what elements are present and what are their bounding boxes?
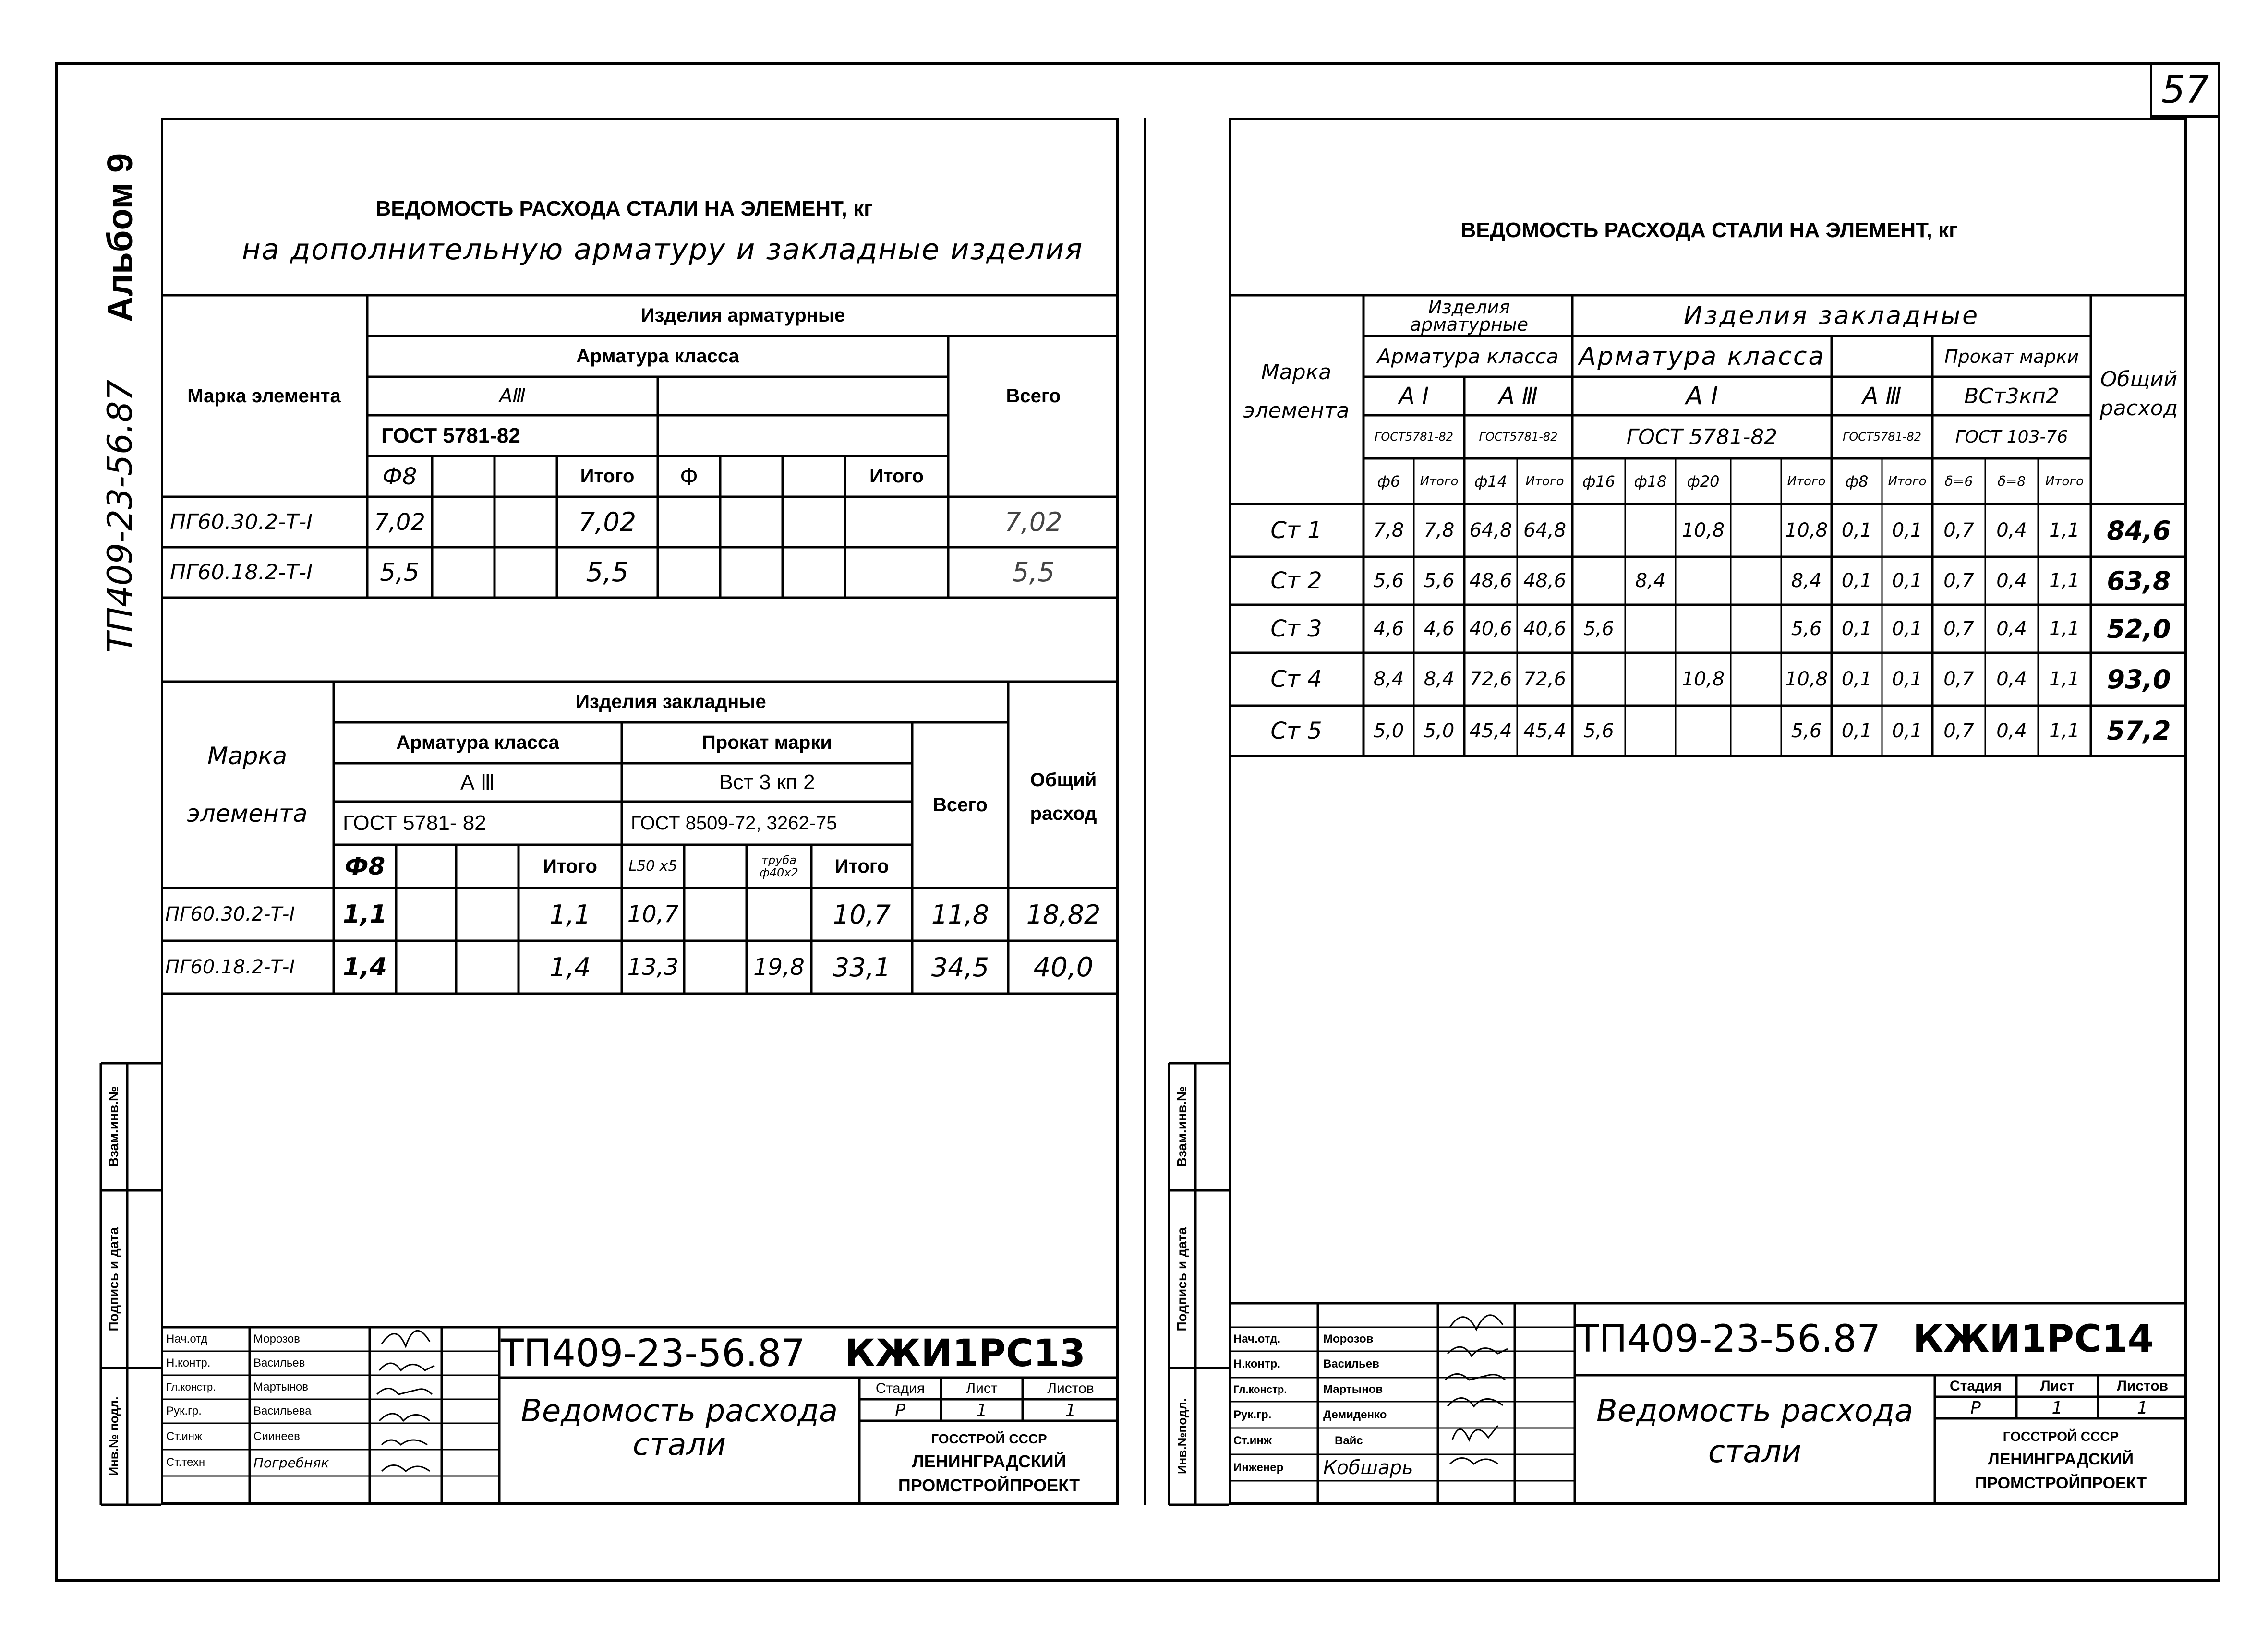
rt-row-cell: 5,0 (1424, 720, 1455, 742)
left-stamp-name-3: Мартынов (253, 1380, 309, 1393)
rt-row-cell: 5,6 (1791, 618, 1822, 640)
t2-row2-itogo2: 33,1 (832, 952, 891, 983)
right-stamp-role-4: Рук.гр. (1233, 1408, 1272, 1421)
rt-header-class1: Арматура класса (1377, 345, 1559, 368)
rt-row-cell: 64,8 (1523, 519, 1567, 541)
rt-row-cell: 5,6 (1583, 618, 1614, 640)
t2-row1-mark: ПГ60.30.2-Т-I (165, 903, 295, 925)
t1-row2-total: 5,5 (1012, 557, 1055, 588)
rt-class-ai2: А I (1686, 382, 1718, 410)
rt-col-4: Итого (1525, 474, 1564, 489)
right-stamp-role-1: Нач.отд. (1233, 1332, 1281, 1345)
t2-col-phi8: Ф8 (344, 852, 386, 880)
rt-col-7: ф20 (1687, 472, 1720, 491)
rt-row-cell: 10,8 (1785, 519, 1828, 541)
rt-row-mark: Ст 4 (1270, 666, 1322, 693)
rt-col-6: ф18 (1634, 472, 1667, 491)
left-stamp-role-1: Нач.отд (166, 1332, 208, 1345)
doc-code-vertical: ТП409-23-56.87 (100, 380, 140, 653)
rt-row-cell: 0,7 (1943, 570, 1974, 592)
rt-row-cell: 10,8 (1681, 519, 1725, 541)
left-stamp-name-4: Васильева (253, 1404, 312, 1417)
t2-row1-general: 18,82 (1026, 899, 1101, 930)
t1-col-itogo2: Итого (869, 466, 924, 487)
rt-row-cell: 5,6 (1791, 720, 1822, 742)
rt-row-cell: 5,6 (1583, 720, 1614, 742)
t2-header-general-2: расход (1030, 803, 1097, 824)
left-stamp-name-6: Погребняк (253, 1454, 329, 1471)
rt-col-9: Итого (1787, 474, 1826, 489)
right-stamp-sheet-code: КЖИ1РС14 (1913, 1318, 2154, 1361)
t1-row1-itogo: 7,02 (578, 507, 637, 537)
left-stamp-org-3: ПРОМСТРОЙПРОЕКТ (898, 1476, 1080, 1495)
t2-gost2: ГОСТ 8509-72, 3262-75 (631, 812, 837, 834)
rt-row-cell: 0,1 (1841, 720, 1872, 742)
rt-row-cell: 0,1 (1892, 618, 1923, 640)
left-side-label-2: Подпись и дата (106, 1227, 121, 1332)
right-stamp-sheets-label: Листов (2116, 1378, 2169, 1394)
right-stamp-name-2: Васильев (1323, 1357, 1379, 1370)
rt-row-cell: 5,6 (1373, 570, 1404, 592)
t1-row1-phi8: 7,02 (374, 508, 425, 536)
right-stamp-role-3: Гл.констр. (1233, 1383, 1287, 1395)
rt-row-general: 57,2 (2107, 716, 2171, 746)
rt-row-mark: Ст 1 (1270, 517, 1322, 544)
t1-row1-mark: ПГ60.30.2-Т-I (170, 510, 313, 534)
rt-row-cell: 7,8 (1424, 519, 1455, 541)
t2-row2-l50: 13,3 (627, 954, 679, 981)
rt-col-3: ф14 (1474, 472, 1508, 491)
t1-row1-total: 7,02 (1004, 507, 1062, 537)
left-stamp-code: ТП409-23-56.87 (500, 1332, 806, 1375)
rt-row-cell: 0,7 (1943, 618, 1974, 640)
rt-header-general-2: расход (2099, 396, 2178, 420)
rt-row-general: 52,0 (2107, 613, 2171, 644)
rt-gost-d: ГОСТ5781-82 (1843, 430, 1921, 444)
rt-row-cell: 0,4 (1996, 570, 2027, 592)
rt-steel: ВСт3кп2 (1964, 384, 2059, 408)
right-stamp-role-2: Н.контр. (1233, 1357, 1280, 1370)
rt-gost-a: ГОСТ5781-82 (1375, 430, 1453, 444)
t2-col-pipe: труба ф40х2 (760, 853, 798, 879)
t2-row1-total: 11,8 (931, 899, 989, 930)
rt-row-cell: 0,1 (1841, 519, 1872, 541)
rt-row-cell: 0,4 (1996, 519, 2027, 541)
left-stamp-sheet-code: КЖИ1РС13 (844, 1332, 1086, 1375)
rt-class-ai: А I (1399, 383, 1429, 409)
rt-row-general: 63,8 (2107, 565, 2171, 596)
t2-row2-pipe: 19,8 (753, 954, 805, 981)
t1-row2-mark: ПГ60.18.2-Т-I (170, 560, 313, 585)
left-stamp-name-5: Сиинеев (253, 1430, 300, 1443)
right-title: ВЕДОМОСТЬ РАСХОДА СТАЛИ НА ЭЛЕМЕНТ, кг (1460, 218, 1958, 242)
rt-row-cell: 40,6 (1523, 618, 1567, 640)
rt-col-10: ф8 (1845, 472, 1869, 491)
right-stamp-sheet-label: Лист (2040, 1378, 2075, 1394)
left-title: ВЕДОМОСТЬ РАСХОДА СТАЛИ НА ЭЛЕМЕНТ, кг (375, 197, 873, 220)
right-stamp-sheet: 1 (2051, 1398, 2063, 1418)
t2-header-mark-1: Марка (207, 742, 288, 770)
rt-row-cell: 0,1 (1892, 720, 1923, 742)
right-stamp-role-5: Ст.инж (1233, 1434, 1272, 1447)
t2-class-aiii: А Ⅲ (460, 770, 495, 794)
rt-row-cell: 10,8 (1681, 668, 1725, 690)
rt-row-cell: 10,8 (1785, 668, 1828, 690)
rt-col-11: Итого (1888, 474, 1927, 489)
rt-row-cell: 0,1 (1841, 570, 1872, 592)
t1-row2-phi8: 5,5 (380, 558, 420, 587)
left-stamp-org-2: ЛЕНИНГРАДСКИЙ (912, 1452, 1066, 1471)
rt-row-cell: 0,7 (1943, 720, 1974, 742)
rt-row-cell: 4,6 (1424, 618, 1455, 640)
rt-row-cell: 48,6 (1469, 570, 1512, 592)
rt-row-cell: 0,1 (1892, 519, 1923, 541)
left-stamp-sheet: 1 (976, 1400, 988, 1420)
rt-row-cell: 1,1 (2049, 519, 2080, 541)
left-subtitle: на дополнительную арматуру и закладные изделия (241, 233, 1084, 266)
rt-header-embedded: Изделия закладные (1683, 301, 1980, 330)
right-stamp-title-2: стали (1708, 1434, 1802, 1470)
left-stamp-stage-label: Стадия (875, 1380, 925, 1396)
rt-row-cell: 1,1 (2049, 720, 2080, 742)
left-stamp-sheet-label: Лист (966, 1380, 998, 1396)
rt-col-2: Итого (1420, 474, 1459, 489)
left-stamp-name-1: Морозов (253, 1332, 300, 1345)
right-stamp-name-1: Морозов (1323, 1332, 1374, 1345)
rt-row-cell: 8,4 (1791, 570, 1822, 592)
rt-col-1: ф6 (1377, 472, 1400, 491)
rt-row-cell: 4,6 (1373, 618, 1404, 640)
left-side-label-3: Инв.№ подл. (107, 1396, 121, 1476)
rt-row-cell: 5,6 (1424, 570, 1455, 592)
rt-header-mark-1: Марка (1261, 360, 1332, 384)
left-stamp-sheets: 1 (1065, 1400, 1076, 1420)
left-side-label-1: Взам.инв.№ (106, 1086, 121, 1167)
t2-row2-itogo: 1,4 (549, 952, 591, 983)
rt-row-cell: 48,6 (1523, 570, 1567, 592)
rt-col-14: Итого (2045, 474, 2084, 489)
rt-row-cell: 0,4 (1996, 668, 2027, 690)
t2-header-general-1: Общий (1030, 769, 1097, 791)
left-stamp-role-6: Ст.техн (166, 1456, 205, 1469)
right-stamp-stage: Р (1970, 1398, 1981, 1418)
rt-row-cell: 0,7 (1943, 668, 1974, 690)
t2-row1-l50: 10,7 (627, 901, 679, 928)
rt-gost-e: ГОСТ 103-76 (1955, 427, 2068, 447)
left-stamp-role-4: Рук.гр. (166, 1404, 202, 1417)
t2-row2-phi8: 1,4 (342, 953, 387, 982)
rt-class-aiii2: А Ⅲ (1862, 383, 1902, 409)
t2-header-class: Арматура класса (396, 732, 559, 753)
rt-row-cell: 72,6 (1523, 668, 1567, 690)
t2-gost1: ГОСТ 5781- 82 (343, 811, 486, 835)
right-stamp-org-2: ЛЕНИНГРАДСКИЙ (1988, 1450, 2134, 1468)
rt-row-cell: 45,4 (1469, 720, 1512, 742)
right-stamp-signatures (1440, 1296, 1512, 1502)
t2-row1-itogo2: 10,7 (832, 899, 891, 930)
rt-col-13: δ=8 (1997, 473, 2026, 489)
left-stamp-title-2: стали (632, 1427, 726, 1463)
right-side-label-2: Подпись и дата (1174, 1227, 1189, 1332)
t2-header-main: Изделия закладные (576, 691, 766, 712)
rt-row-mark: Ст 5 (1270, 717, 1322, 744)
rt-row-cell: 0,4 (1996, 720, 2027, 742)
rt-row-cell: 7,8 (1373, 519, 1404, 541)
rt-row-cell: 5,0 (1373, 720, 1404, 742)
rt-header-mark-2: элемента (1243, 398, 1350, 423)
left-stamp-role-3: Гл.констр. (166, 1381, 216, 1393)
rt-row-mark: Ст 2 (1270, 567, 1322, 594)
right-stamp-role-6: Инженер (1233, 1461, 1284, 1474)
rt-row-cell: 0,1 (1841, 618, 1872, 640)
rt-row-cell: 45,4 (1523, 720, 1567, 742)
right-stamp-title-1: Ведомость расхода (1596, 1393, 1914, 1429)
t2-col-itogo2: Итого (834, 855, 889, 877)
right-stamp-name-5: Вайс (1335, 1434, 1363, 1447)
t1-row2-itogo: 5,5 (586, 557, 629, 588)
rt-row-cell: 72,6 (1469, 668, 1512, 690)
rt-row-cell: 1,1 (2049, 570, 2080, 592)
right-stamp-stage-label: Стадия (1949, 1378, 2002, 1394)
t2-row2-general: 40,0 (1033, 951, 1094, 983)
right-side-label-3: Инв.№подл. (1175, 1398, 1189, 1475)
t2-header-prokat: Прокат марки (702, 732, 832, 753)
rt-col-5: ф16 (1582, 472, 1616, 491)
t2-col-l50: L50 х5 (628, 858, 677, 875)
t1-gost: ГОСТ 5781-82 (381, 423, 520, 447)
left-stamp-role-5: Ст.инж (166, 1430, 203, 1443)
rt-row-cell: 8,4 (1424, 668, 1455, 690)
t2-row1-itogo: 1,1 (549, 899, 591, 930)
rt-header-class2: Арматура класса (1579, 342, 1825, 371)
t2-header-mark-2: элемента (187, 800, 308, 828)
page-number: 57 (2150, 62, 2220, 118)
rt-header-arm-products: Изделия арматурные (1410, 297, 1529, 335)
right-stamp-code: ТП409-23-56.87 (1576, 1318, 1881, 1361)
rt-class-aiii: А Ⅲ (1498, 383, 1538, 409)
t1-col-itogo: Итого (580, 466, 635, 487)
right-stamp-org-3: ПРОМСТРОЙПРОЕКТ (1975, 1474, 2147, 1492)
t1-header-main: Изделия арматурные (640, 305, 845, 326)
left-stamp-org-1: ГОССТРОЙ СССР (931, 1431, 1047, 1446)
rt-row-general: 93,0 (2107, 664, 2171, 695)
rt-row-cell: 1,1 (2049, 618, 2080, 640)
rt-row-cell: 0,1 (1892, 570, 1923, 592)
left-stamp-stage: Р (895, 1400, 905, 1420)
t1-class-aiii: АⅢ (499, 385, 526, 407)
rt-row-cell: 64,8 (1469, 519, 1512, 541)
right-stamp-name-4: Демиденко (1323, 1408, 1387, 1421)
rt-gost-c: ГОСТ 5781-82 (1626, 424, 1778, 449)
t2-row2-mark: ПГ60.18.2-Т-I (165, 956, 295, 978)
rt-gost-b: ГОСТ5781-82 (1479, 430, 1558, 444)
t2-header-total: Всего (933, 794, 988, 816)
right-side-label-1: Взам.инв.№ (1174, 1086, 1189, 1167)
right-stamp-name-3: Мартынов (1323, 1383, 1383, 1396)
right-stamp-name-6: Кобшарь (1323, 1457, 1413, 1479)
rt-row-cell: 0,1 (1841, 668, 1872, 690)
t2-row1-phi8: 1,1 (342, 900, 387, 929)
t1-col-phi8: Ф8 (382, 463, 417, 490)
t1-col-phi: Ф (679, 463, 698, 490)
left-stamp-role-2: Н.контр. (166, 1356, 211, 1369)
rt-row-cell: 0,7 (1943, 519, 1974, 541)
rt-col-12: δ=6 (1944, 473, 1973, 489)
t1-header-class: Арматура класса (576, 346, 739, 367)
rt-row-mark: Ст 3 (1270, 615, 1322, 642)
left-stamp-title-1: Ведомость расхода (520, 1393, 838, 1429)
t2-steel: Вст 3 кп 2 (719, 770, 815, 794)
rt-row-cell: 1,1 (2049, 668, 2080, 690)
rt-header-prokat: Прокат марки (1944, 346, 2079, 367)
left-stamp-sheets-label: Листов (1047, 1380, 1094, 1396)
album-label: Альбом 9 (100, 153, 140, 323)
rt-row-general: 84,6 (2107, 515, 2171, 546)
right-stamp-org-1: ГОССТРОЙ СССР (2003, 1428, 2119, 1444)
t1-header-total: Всего (1006, 385, 1061, 407)
rt-row-cell: 8,4 (1635, 570, 1666, 592)
t2-row2-total: 34,5 (931, 952, 989, 983)
rt-row-cell: 0,1 (1892, 668, 1923, 690)
rt-row-cell: 8,4 (1373, 668, 1404, 690)
t1-header-mark: Марка элемента (187, 385, 341, 407)
rt-header-general-1: Общий (2100, 367, 2178, 392)
rt-row-cell: 40,6 (1469, 618, 1512, 640)
left-stamp-name-2: Васильев (253, 1356, 305, 1369)
rt-row-cell: 0,4 (1996, 618, 2027, 640)
t2-col-itogo: Итого (543, 855, 597, 877)
right-stamp-sheets: 1 (2137, 1398, 2148, 1418)
